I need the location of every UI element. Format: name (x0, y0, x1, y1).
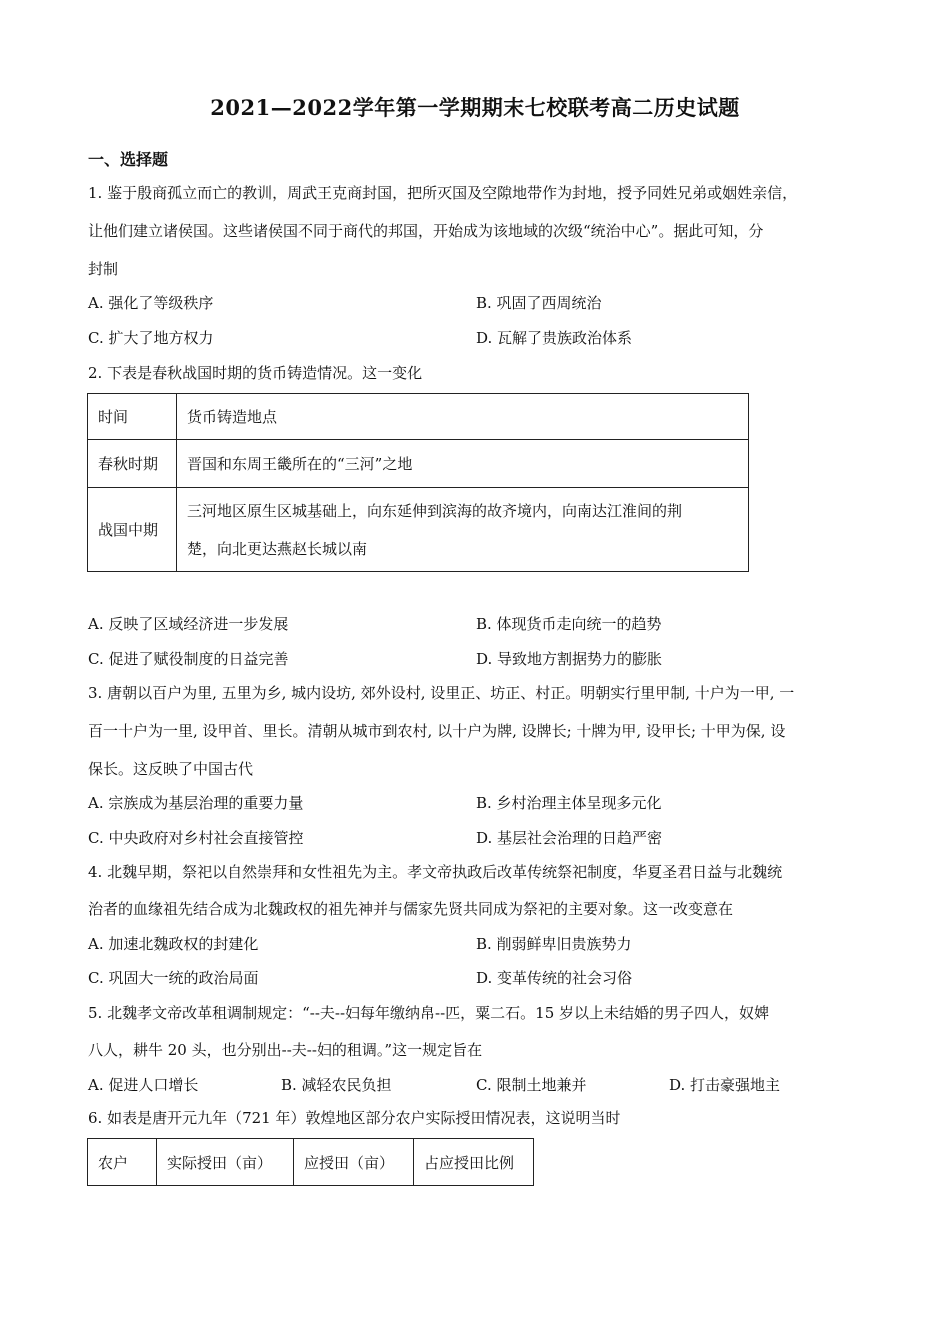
table-cell: 晋国和东周王畿所在的“三河”之地 (177, 440, 749, 488)
q1-option-b: B. 巩固了西周统治 (476, 294, 602, 312)
table-cell: 春秋时期 (88, 440, 177, 488)
q4-option-b: B. 削弱鲜卑旧贵族势力 (476, 935, 632, 953)
q6-stem: 6. 如表是唐开元九年（721 年）敦煌地区部分农户实际授田情况表，这说明当时 (88, 1109, 621, 1127)
table-row (88, 394, 749, 440)
q3-option-b: B. 乡村治理主体呈现多元化 (476, 794, 662, 812)
q5-option-b: B. 减轻农民负担 (281, 1076, 392, 1094)
q5-line-1: 5. 北魏孝文帝改革租调制规定：“--夫--妇每年缴纳帛--匹，粟二石。15 岁以上未结婚的男子四人，奴婢 (88, 1004, 770, 1022)
table-header-cell: 应授田（亩） (294, 1139, 414, 1186)
q1-line-1: 1. 鉴于殷商孤立而亡的教训，周武王克商封国，把所灭国及空隙地带作为封地，授予同姓兄弟或姻姓亲信， (88, 184, 798, 202)
table-header-cell: 时间 (88, 394, 177, 440)
table-header-cell: 货币铸造地点 (177, 394, 749, 440)
q3-line-2: 百一十户为一里, 设甲首、里长。清朝从城市到农村, 以十户为牌, 设牌长; 十牌为甲, 设甲长; 十甲为保, 设 (88, 722, 786, 740)
q3-line-3: 保长。这反映了中国古代 (88, 760, 254, 778)
table-cell (177, 488, 749, 572)
table-cell-line: 楚，向北更达燕赵长城以南 (187, 539, 368, 558)
q1-option-c: C. 扩大了地方权力 (88, 329, 214, 347)
q3-option-d: D. 基层社会治理的日趋严密 (476, 829, 663, 847)
table-row (88, 440, 749, 488)
q4-option-c: C. 巩固大一统的政治局面 (88, 969, 259, 987)
q1-line-2: 让他们建立诸侯国。这些诸侯国不同于商代的邦国，开始成为该地域的次级“统治中心”。据此可知，分 (88, 222, 764, 240)
table-header-cell: 实际授田（亩） (157, 1139, 294, 1186)
q4-option-a: A. 加速北魏政权的封建化 (88, 935, 259, 953)
q5-option-c: C. 限制土地兼并 (476, 1076, 587, 1094)
q2-option-d: D. 导致地方割据势力的膨胀 (476, 650, 663, 668)
table-cell-line: 三河地区原生区城基础上，向东延伸到滨海的故齐境内，向南达江淮间的荆 (187, 501, 683, 520)
table-header-cell: 占应授田比例 (414, 1139, 534, 1186)
q1-option-a: A. 强化了等级秩序 (88, 294, 214, 312)
q2-option-b: B. 体现货币走向统一的趋势 (476, 615, 662, 633)
q1-line-3: 封制 (88, 260, 119, 278)
q6-table (87, 1138, 534, 1186)
table-row (88, 488, 749, 572)
table-row (88, 1139, 534, 1186)
q2-stem: 2. 下表是春秋战国时期的货币铸造情况。这一变化 (88, 364, 423, 382)
table-cell: 战国中期 (88, 488, 177, 572)
q5-line-2: 八人，耕牛 20 头，也分别出--夫--妇的租调。”这一规定旨在 (88, 1041, 483, 1059)
q5-option-a: A. 促进人口增长 (88, 1076, 199, 1094)
q2-option-c: C. 促进了赋役制度的日益完善 (88, 650, 289, 668)
q4-option-d: D. 变革传统的社会习俗 (476, 969, 633, 987)
q1-option-d: D. 瓦解了贵族政治体系 (476, 329, 633, 347)
table-header-cell: 农户 (88, 1139, 157, 1186)
q3-option-a: A. 宗族成为基层治理的重要力量 (88, 794, 304, 812)
q2-option-a: A. 反映了区域经济进一步发展 (88, 615, 289, 633)
q5-option-d: D. 打击豪强地主 (669, 1076, 781, 1094)
q3-line-1: 3. 唐朝以百户为里, 五里为乡, 城内设坊, 郊外设村, 设里正、坊正、村正。明朝实行里甲制, 十户为一甲, 一 (88, 684, 795, 702)
q3-option-c: C. 中央政府对乡村社会直接管控 (88, 829, 304, 847)
q2-table (87, 393, 749, 572)
q4-line-2: 治者的血缘祖先结合成为北魏政权的祖先神并与儒家先贤共同成为祭祀的主要对象。这一改变意在 (88, 900, 734, 918)
section-heading: 一、选择题 (88, 150, 169, 169)
exam-title: 2021—2022学年第一学期期末七校联考高二历史试题 (210, 95, 740, 120)
q4-line-1: 4. 北魏早期，祭祀以自然崇拜和女性祖先为主。孝文帝执政后改革传统祭祀制度，华夏圣君日益与北魏统 (88, 863, 783, 881)
